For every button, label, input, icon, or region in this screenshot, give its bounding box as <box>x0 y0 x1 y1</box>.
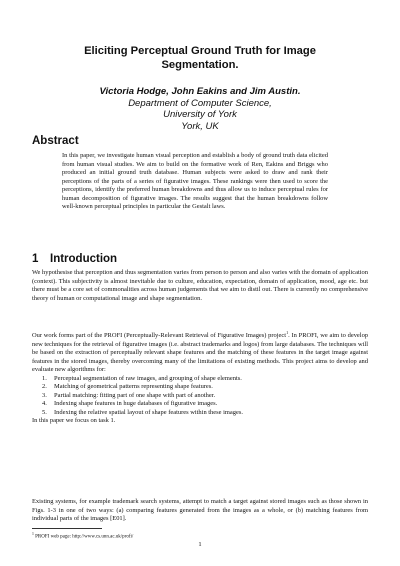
title-line-2: Segmentation. <box>161 59 239 71</box>
paragraph-2-text-start: Our work forms part of the PROFI (Perceptually-Relevant Retrieval of Figurative Images) project <box>32 332 287 339</box>
section-heading-introduction <box>32 253 117 265</box>
paragraph-2-text-continued: . In PROFI, we aim to develop new techniques for the retrieval of figurative images (i.e. abstract trademarks and logos) from large databases. The techniques will be based on the extraction of perceptually relevant shape features and the matching of these features in the target image against features in the stored images, thereby overcoming many of the limitations of existing methods. This project aims to develop and evaluate new algorithms for: <box>32 332 369 374</box>
task-list <box>32 375 368 418</box>
list-item-number: 1. <box>42 374 47 382</box>
list-item-number: 2. <box>42 383 47 391</box>
section-title: Introduction <box>50 253 118 265</box>
list-item-number: 4. <box>42 400 47 408</box>
affiliation-line-2: University of York <box>163 109 237 120</box>
intro-paragraph-2 <box>32 329 369 426</box>
list-item-text: Indexing shape features in huge databases of figurative images. <box>54 400 218 408</box>
footnote-mark: 1 <box>32 532 34 536</box>
list-item <box>32 409 368 418</box>
paper-title <box>50 44 350 72</box>
list-item-number: 5. <box>42 408 47 416</box>
list-item-text: Partial matching: fitting part of one shape with part of another. <box>54 391 216 399</box>
list-item <box>32 375 368 384</box>
list-item-text: Perceptual segmentation of raw images, and grouping of shape elements. <box>54 374 242 382</box>
footnote-text: PROFI web page: http://www.cs.unn.ac.uk/profi/ <box>33 534 134 540</box>
list-item-text: Matching of geometrical patterns representing shape features. <box>54 383 213 391</box>
list-item-number: 3. <box>42 391 47 399</box>
abstract-heading: Abstract <box>32 135 79 147</box>
footnote-reference: 1 <box>286 329 289 335</box>
paragraph-2-end: In this paper we focus on task 1. <box>32 417 116 425</box>
list-item <box>32 392 368 401</box>
footnote-divider <box>32 528 102 529</box>
footnote <box>32 531 133 541</box>
list-item-text: Indexing the relative spatial layout of shape features within these images. <box>54 408 243 416</box>
intro-paragraph-3: Existing systems, for example trademark search systems, attempt to match a target against stored images such as those shown in Figs. 1-3 in one of two ways: (a) comparing features generated from the images as a whole, or (b) matching features from individual parts of the images [E01]. <box>32 498 368 523</box>
section-number: 1 <box>32 253 39 265</box>
intro-paragraph-1: We hypothesise that perception and thus segmentation varies from person to person and also varies with the domain of application (context). This subjectivity is almost inevitable due to culture, education, expectation, domain of application, mood, age etc. but there must be a core set of commonalities across human judgements that we aim to distil out. There is currently no comprehensive theory of human or computational image and shape segmentation. <box>32 269 368 302</box>
list-item <box>32 383 368 392</box>
list-item <box>32 400 368 409</box>
affiliation-line-3: York, UK <box>181 120 219 132</box>
affiliation-line-1: Department of Computer Science, <box>128 97 272 109</box>
title-line-1: Eliciting Perceptual Ground Truth for Image <box>84 45 316 57</box>
author-names: Victoria Hodge, John Eakins and Jim Austin. <box>99 86 301 97</box>
abstract-text: In this paper, we investigate human visual perception and establish a body of ground truth data elicited from human visual studies. We aim to build on the formative work of Ren, Eakins and Briggs who produced an initial ground truth database. Human subjects were asked to draw and rank their perceptions of the parts of a series of figurative images. These rankings were then used to score the perceptions, identify the preferred human breakdowns and thus allow us to induce perceptual rules for human decomposition of figurative images. The results suggest that the human breakdowns follow well-known perceptual principles in particular the Gestalt laws. <box>62 152 328 211</box>
page-number: 1 <box>198 541 202 548</box>
author-block <box>50 86 350 132</box>
